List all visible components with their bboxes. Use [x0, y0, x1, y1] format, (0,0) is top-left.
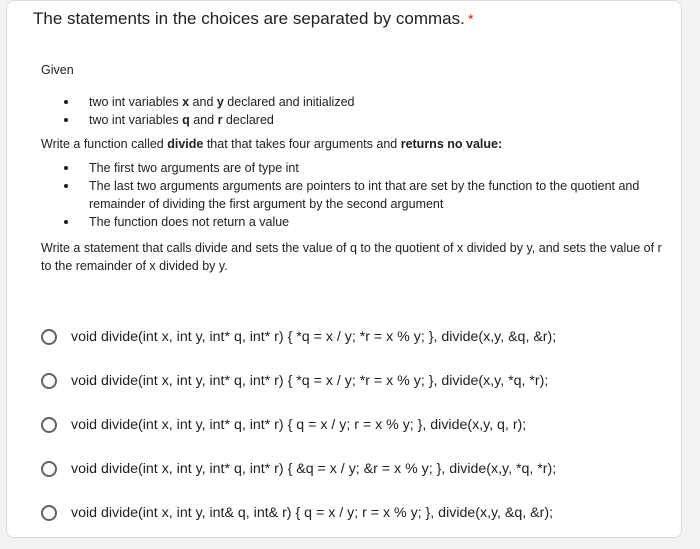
requirements-list	[41, 159, 671, 231]
requirement-item: The function does not return a value	[41, 213, 671, 231]
radio-button[interactable]	[41, 461, 57, 477]
question-card	[6, 0, 682, 538]
given-list	[41, 93, 671, 129]
required-marker: *	[467, 11, 474, 28]
option-label: void divide(int x, int y, int* q, int* r) { q = x / y; r = x % y; }, divide(x,y, q, r);	[71, 417, 527, 433]
question-title	[33, 9, 474, 30]
given-label: Given	[41, 63, 74, 77]
option-label: void divide(int x, int y, int* q, int* r) { &q = x / y; &r = x % y; }, divide(x,y, *q, *r);	[71, 461, 557, 477]
requirement-item: The first two arguments are of type int	[41, 159, 671, 177]
question-description	[41, 61, 671, 275]
radio-button[interactable]	[41, 417, 57, 433]
option-label: void divide(int x, int y, int* q, int* r) { *q = x / y; *r = x % y; }, divide(x,y, &q, &r);	[71, 329, 557, 345]
option-label: void divide(int x, int y, int* q, int* r) { *q = x / y; *r = x % y; }, divide(x,y, *q, *r);	[71, 373, 549, 389]
statement-text: Write a statement that calls divide and sets the value of q to the quotient of x divided by y, and sets the value of r to the remainder of x divided by y.	[41, 241, 662, 273]
answer-options	[41, 315, 681, 535]
question-title-text: The statements in the choices are separated by commas.	[33, 9, 465, 28]
radio-button[interactable]	[41, 373, 57, 389]
radio-button[interactable]	[41, 329, 57, 345]
option-2[interactable]	[41, 359, 681, 403]
option-5[interactable]	[41, 491, 681, 535]
given-item: two int variables x and y declared and initialized	[41, 93, 671, 111]
option-3[interactable]	[41, 403, 681, 447]
requirement-item: The last two arguments arguments are pointers to int that are set by the function to the quotient and remainder of dividing the first argument by the second argument	[41, 177, 671, 213]
given-item: two int variables q and r declared	[41, 111, 671, 129]
option-1[interactable]	[41, 315, 681, 359]
radio-button[interactable]	[41, 505, 57, 521]
option-4[interactable]	[41, 447, 681, 491]
option-label: void divide(int x, int y, int& q, int& r) { q = x / y; r = x % y; }, divide(x,y, &q, &r);	[71, 505, 554, 521]
instruction-text: Write a function called divide that that takes four arguments and returns no value:	[41, 137, 503, 151]
